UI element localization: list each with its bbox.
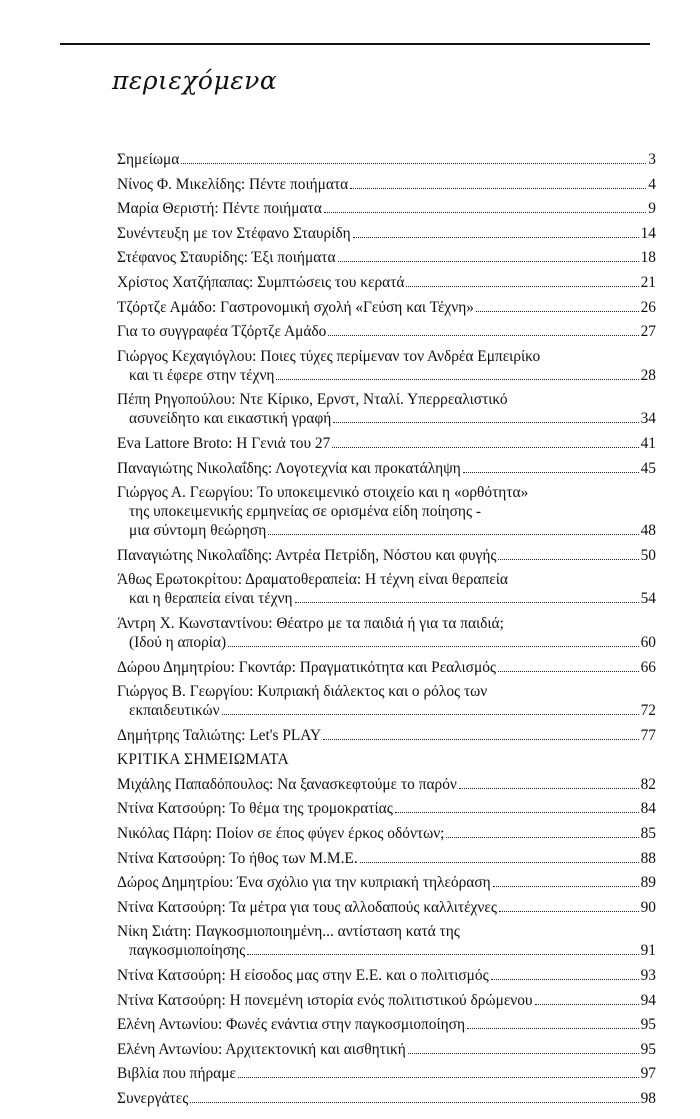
toc-entry-title: Ντίνα Κατσούρη: Το ήθος των Μ.Μ.Ε. [117, 849, 358, 867]
toc-entry [117, 248, 656, 267]
toc-entry-title: Νίκη Σιάτη: Παγκοσμιοποιημένη... αντίσταση κατά της [117, 923, 460, 941]
toc-entry [117, 1040, 656, 1059]
toc-entry [117, 849, 656, 868]
toc-entry [117, 390, 656, 428]
dot-leader [222, 714, 639, 715]
dot-leader [332, 447, 638, 448]
toc-entry [117, 873, 656, 892]
toc-page-number: 60 [640, 633, 656, 651]
dot-leader [493, 886, 639, 887]
toc-entry-title: Ελένη Αντωνίου: Φωνές ενάντια στην παγκοσμιοποίηση [117, 1016, 466, 1034]
dot-leader [491, 979, 639, 980]
toc-page-number: 95 [640, 1016, 656, 1034]
toc-entry [117, 199, 656, 218]
toc-entry-title: Τζόρτζε Αμάδο: Γαστρονομική σχολή «Γεύση και Τέχνη» [117, 298, 474, 316]
toc-page-number: 4 [648, 175, 656, 193]
toc-page-number: 82 [640, 775, 656, 793]
toc-entry-title: Παναγιώτης Νικολαΐδης: Λογοτεχνία και προκατάληψη [117, 459, 461, 477]
toc-entry-title: Ντίνα Κατσούρη: Η πονεμένη ιστορία ενός πολιτιστικού δρώμενου [117, 991, 533, 1009]
toc-entry-title: Παναγιώτης Νικολαΐδης: Αντρέα Πετρίδη, Νόστου και φυγής [117, 546, 497, 564]
toc-entry [117, 1064, 656, 1083]
toc-entry [117, 273, 656, 292]
toc-page-number: 14 [640, 224, 656, 242]
toc-entry-title: Στέφανος Σταυρίδης: Έξι ποιήματα [117, 249, 336, 267]
toc-page-number: 66 [640, 658, 656, 676]
dot-leader [268, 534, 638, 535]
dot-leader [338, 261, 639, 262]
toc-entry [117, 966, 656, 985]
dot-leader [406, 286, 638, 287]
toc-entry-title: Νικόλας Πάρη: Ποίον σε έπος φύγεν έρκος οδόντων; [117, 825, 445, 843]
toc-entry-title: Γιώργος Α. Γεωργίου: Το υποκειμενικό στοιχείο και η «ορθότητα» [117, 484, 529, 502]
dot-leader [323, 739, 638, 740]
toc-entry [117, 824, 656, 843]
toc-critical-entries [117, 775, 656, 1108]
dot-leader [181, 163, 646, 164]
toc-entry-title-continued: εκπαιδευτικών [129, 702, 220, 720]
toc-page-number: 3 [648, 151, 656, 168]
toc-page-number: 93 [640, 967, 656, 985]
toc-entry-title: Δώρος Δημητρίου: Ένα σχόλιο για την κυπριακή τηλεόραση [117, 874, 491, 892]
toc-entry-title: Χρίστος Χατζήπαπας: Συμπτώσεις του κερατά [117, 273, 405, 291]
dot-leader [467, 1028, 639, 1029]
toc-entry [117, 726, 656, 745]
toc-page-number: 88 [640, 849, 656, 867]
toc-entry-title-continued: της υποκειμενικής ερμηνείας σε ορισμένα είδη ποίησης - [129, 503, 482, 521]
toc-page-number: 77 [640, 726, 656, 744]
toc-entry-title-continued: μια σύντομη θεώρηση [129, 522, 267, 540]
toc-entry-title: Ελένη Αντωνίου: Αρχιτεκτονική και αισθητική [117, 1040, 406, 1058]
page-title: περιεχόμενα [112, 66, 278, 95]
toc-entry [117, 546, 656, 565]
dot-leader [247, 954, 638, 955]
toc-page-number: 48 [640, 522, 656, 540]
toc-entry [117, 298, 656, 317]
toc-entry-title: Γιώργος Β. Γεωργίου: Κυπριακή διάλεκτος και ο ρόλος των [117, 683, 488, 701]
toc-entry [117, 322, 656, 341]
toc-entry-title: Σημείωμα [117, 151, 180, 168]
toc-page-number: 72 [640, 702, 656, 720]
toc-entry [117, 1089, 656, 1108]
toc-page-number: 45 [640, 459, 656, 477]
toc-entry-title-continued: ασυνείδητο και εικαστική γραφή [129, 410, 332, 428]
toc-entry-title: Δημήτρης Ταλιώτης: Let's PLAY [117, 726, 322, 744]
dot-leader [463, 472, 639, 473]
dot-leader [459, 788, 639, 789]
toc-page-number: 91 [640, 942, 656, 960]
toc-entry [117, 150, 656, 169]
toc-page-number: 95 [640, 1040, 656, 1058]
dot-leader [295, 602, 639, 603]
toc-page-number: 90 [640, 898, 656, 916]
toc-entry-title: Νίνος Φ. Μικελίδης: Πέντε ποιήματα [117, 175, 349, 193]
dot-leader [324, 212, 647, 213]
toc-entry [117, 922, 656, 960]
toc-entry [117, 614, 656, 652]
toc-entry-title: Άθως Ερωτοκρίτου: Δραματοθεραπεία: Η τέχνη είναι θεραπεία [117, 571, 508, 589]
toc-entry-title-continued: παγκοσμιοποίησης [129, 942, 246, 960]
dot-leader [499, 911, 639, 912]
dot-leader [395, 812, 639, 813]
toc-entry [117, 898, 656, 917]
toc-page-number: 84 [640, 800, 656, 818]
dot-leader [353, 237, 639, 238]
dot-leader [476, 311, 639, 312]
toc-entry-title-continued: (Ιδού η απορία) [129, 633, 227, 651]
dot-leader [228, 646, 639, 647]
dot-leader [498, 559, 638, 560]
toc-page-number: 97 [640, 1065, 656, 1083]
dot-leader [333, 422, 638, 423]
toc-entry [117, 459, 656, 478]
dot-leader [238, 1077, 639, 1078]
toc-entry-title: Ντίνα Κατσούρη: Τα μέτρα για τους αλλοδαπούς καλλιτέχνες [117, 898, 497, 916]
toc-entry [117, 175, 656, 194]
toc-entry-title: Eva Lattore Broto: Η Γενιά του 27 [117, 434, 331, 452]
toc-page-number: 85 [640, 825, 656, 843]
toc-page-number: 27 [640, 323, 656, 341]
toc-entry [117, 775, 656, 794]
toc-entry-title-continued: και η θεραπεία είναι τέχνη [129, 590, 293, 608]
toc-entry-title: Ντίνα Κατσούρη: Η είσοδος μας στην Ε.Ε. και ο πολιτισμός [117, 967, 489, 985]
toc-entry [117, 224, 656, 243]
dot-leader [498, 671, 639, 672]
toc-entry [117, 434, 656, 453]
toc-page-number: 18 [640, 249, 656, 267]
dot-leader [190, 1102, 638, 1103]
toc-entry-title: Βιβλία που πήραμε [117, 1065, 236, 1083]
toc-entry-title-continued: και τι έφερε στην τέχνη [129, 366, 275, 384]
toc-entry-title: Άντρη Χ. Κωνσταντίνου: Θέατρο με τα παιδιά ή για τα παιδιά; [117, 614, 504, 632]
toc-entry [117, 682, 656, 720]
toc-entry [117, 799, 656, 818]
toc-main-entries [117, 150, 656, 745]
toc-page-number: 26 [640, 298, 656, 316]
toc-page-number: 9 [648, 200, 656, 218]
top-rule [60, 43, 650, 45]
toc-entry-title: Γιώργος Κεχαγιόγλου: Ποιες τύχες περίμεναν τον Ανδρέα Εμπειρίκο [117, 347, 541, 365]
toc-entry [117, 991, 656, 1010]
toc-entry-title: Συνεργάτες [117, 1090, 189, 1107]
toc-page-number: 41 [640, 434, 656, 452]
toc-page-number: 94 [640, 991, 656, 1009]
dot-leader [408, 1053, 639, 1054]
toc-page-number: 28 [640, 366, 656, 384]
toc-page-number: 98 [640, 1090, 656, 1107]
dot-leader [276, 379, 638, 380]
toc-entry-title: Πέπη Ρηγοπούλου: Ντε Κίρικο, Ερνστ, Νταλί. Υπερρεαλιστικό [117, 391, 508, 409]
section-title: ΚΡΙΤΙΚΑ ΣΗΜΕΙΩΜΑΤΑ [117, 751, 290, 769]
toc-page-number: 21 [640, 273, 656, 291]
toc-entry-title: Μιχάλης Παπαδόπουλος: Να ξανασκεφτούμε το παρόν [117, 775, 457, 793]
toc-entry-title: Ντίνα Κατσούρη: Το θέμα της τρομοκρατίας [117, 800, 393, 818]
dot-leader [446, 837, 638, 838]
dot-leader [535, 1004, 639, 1005]
toc-entry [117, 658, 656, 677]
toc-page-number: 54 [640, 590, 656, 608]
toc-page-number: 34 [640, 410, 656, 428]
toc-page-number: 50 [640, 546, 656, 564]
dot-leader [350, 188, 646, 189]
toc-entry-title: Μαρία Θεριστή: Πέντε ποιήματα [117, 200, 322, 218]
toc-entry [117, 570, 656, 608]
dot-leader [328, 335, 638, 336]
toc-entry [117, 1015, 656, 1034]
toc-entry [117, 483, 656, 540]
table-of-contents [117, 150, 656, 1114]
dot-leader [360, 862, 639, 863]
toc-entry [117, 347, 656, 385]
toc-entry-title: Δώρου Δημητρίου: Γκοντάρ: Πραγματικότητα και Ρεαλισμός [117, 658, 496, 676]
toc-entry-title: Για το συγγραφέα Τζόρτζε Αμάδο [117, 323, 327, 341]
toc-entry-title: Συνέντευξη με τον Στέφανο Σταυρίδη [117, 224, 351, 242]
toc-page-number: 89 [640, 874, 656, 892]
